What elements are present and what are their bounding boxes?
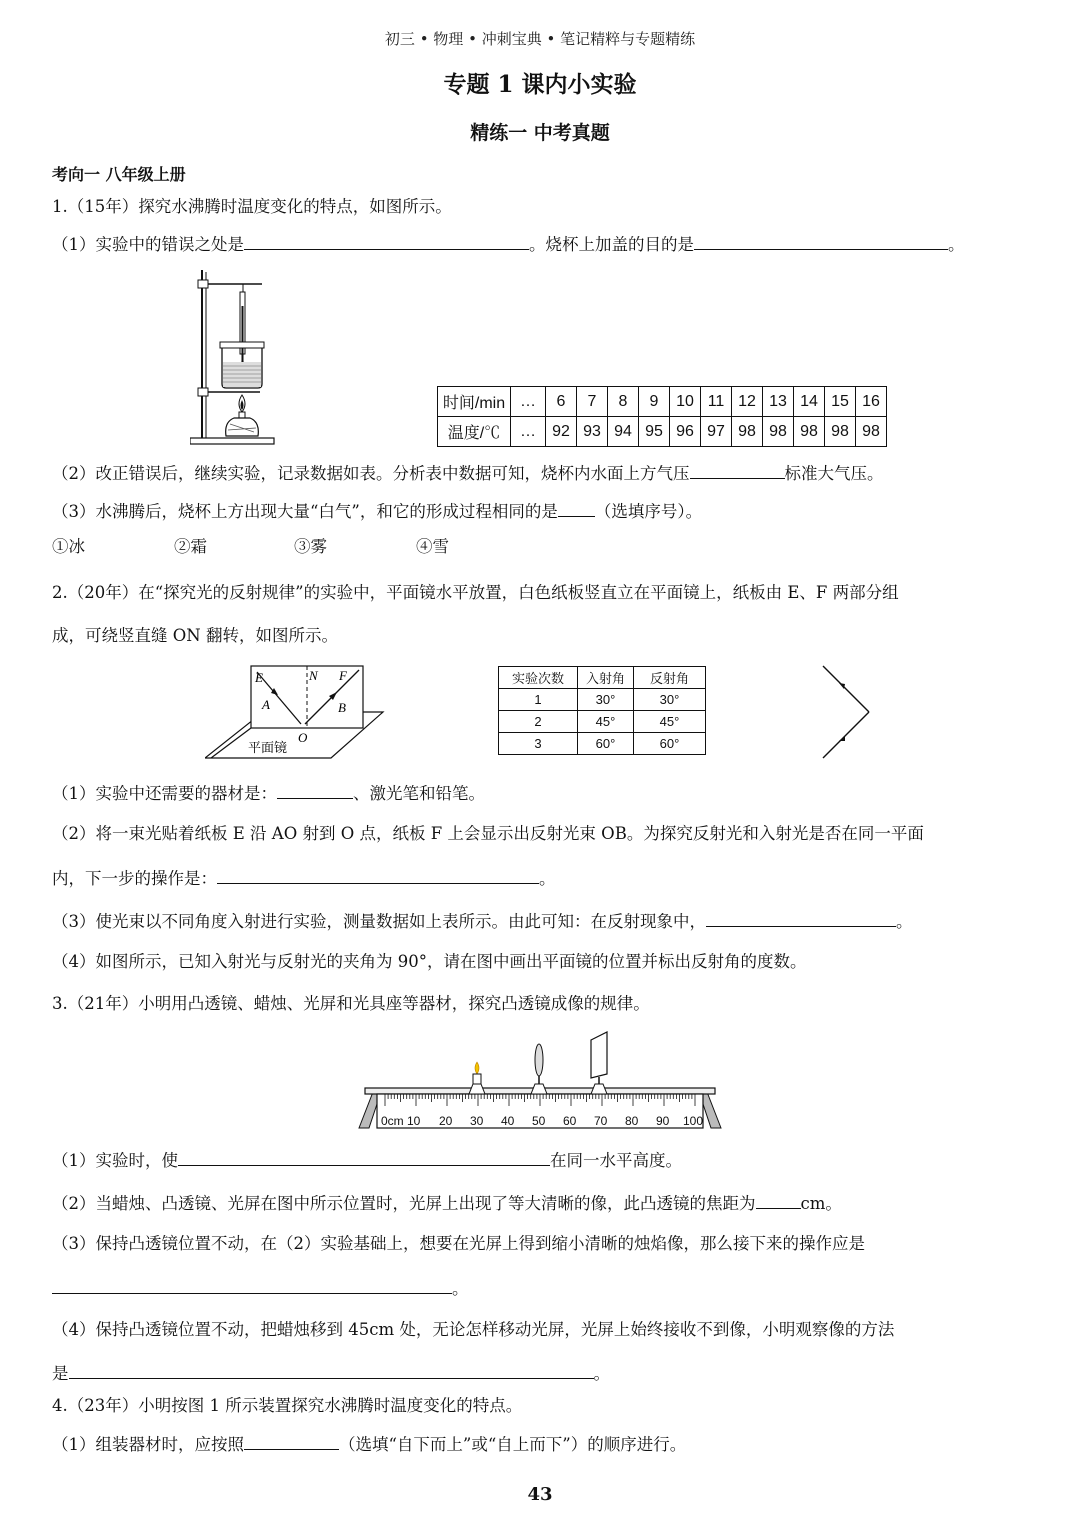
label-f: F	[339, 668, 347, 683]
reflection-figure	[205, 662, 385, 762]
q1-part2-text-b: 标准大气压。	[784, 464, 884, 483]
table-cell: 30°	[634, 689, 706, 711]
label-n: N	[309, 668, 318, 683]
q3-part2	[52, 1192, 842, 1214]
answer-blank[interactable]	[706, 910, 896, 927]
answer-blank[interactable]	[756, 1192, 801, 1209]
table-cell: 14	[794, 387, 825, 417]
q2-part2-line2	[52, 867, 556, 889]
q1-part1-text-a: （1）实验中的错误之处是	[52, 235, 244, 254]
answer-blank[interactable]	[694, 233, 948, 250]
q1-data-table	[437, 386, 887, 447]
answer-blank[interactable]	[277, 782, 353, 799]
q4-stem: 4.（23年）小明按图 1 所示装置探究水沸腾时温度变化的特点。	[52, 1396, 523, 1415]
q1-part2-text-a: （2）改正错误后，继续实验，记录数据如表。分析表中数据可知，烧杯内水面上方气压	[52, 464, 690, 483]
table-header: 反射角	[634, 667, 706, 689]
table-row	[499, 689, 706, 711]
q1-stem: 1.（15年）探究水沸腾时温度变化的特点，如图所示。	[52, 197, 452, 216]
table-cell: 2	[499, 711, 578, 733]
ruler-unit-label: 0cm	[381, 1114, 404, 1128]
q1-options	[52, 537, 449, 557]
label-o: O	[298, 730, 308, 745]
table-cell: 6	[546, 387, 577, 417]
ray-angle-figure	[815, 662, 875, 762]
q1-part1-text-c: 。	[948, 235, 965, 254]
table-cell: 60°	[578, 733, 634, 755]
q2-part1-text-a: （1）实验中还需要的器材是：	[52, 784, 277, 803]
answer-blank[interactable]	[690, 462, 785, 479]
candle	[469, 1062, 485, 1094]
answer-blank[interactable]	[52, 1277, 452, 1294]
convex-lens	[531, 1044, 547, 1094]
table-row	[438, 387, 887, 417]
light-screen	[591, 1032, 607, 1094]
table-cell: 3	[499, 733, 578, 755]
q2-part1	[52, 782, 485, 804]
q4-part1-text-a: （1）组装器材时，应按照	[52, 1435, 244, 1454]
table-cell: 45°	[578, 711, 634, 733]
q3-part3-end: 。	[452, 1279, 469, 1298]
q3-part4-line2	[52, 1362, 610, 1384]
q1-part1-text-b: 。烧杯上加盖的目的是	[529, 235, 694, 254]
q3-part1-text-b: 在同一水平高度。	[550, 1151, 682, 1170]
table-cell: 1	[499, 689, 578, 711]
q2-data-table	[498, 666, 706, 755]
page-title: 专题 1 课内小实验	[443, 71, 637, 98]
table-cell: 30°	[578, 689, 634, 711]
answer-blank[interactable]	[244, 1433, 339, 1450]
ruler-tick-label: 70	[594, 1114, 608, 1128]
answer-blank[interactable]	[244, 233, 529, 250]
option-item[interactable]: ②霜	[174, 537, 207, 556]
q2-part3-text-b: 。	[896, 912, 913, 931]
table-cell: …	[511, 417, 546, 447]
answer-blank[interactable]	[178, 1149, 550, 1166]
label-b: B	[338, 700, 346, 715]
table-cell: 97	[701, 417, 732, 447]
q3-part1	[52, 1149, 682, 1171]
label-a: A	[262, 697, 270, 712]
table-cell: 13	[763, 387, 794, 417]
answer-blank[interactable]	[558, 500, 595, 517]
table-row	[499, 711, 706, 733]
q3-part2-text-a: （2）当蜡烛、凸透镜、光屏在图中所示位置时，光屏上出现了等大清晰的像，此凸透镜的焦距为	[52, 1194, 756, 1213]
q3-stem: 3.（21年）小明用凸透镜、蜡烛、光屏和光具座等器材，探究凸透镜成像的规律。	[52, 994, 650, 1013]
q2-part3-text-a: （3）使光束以不同角度入射进行实验，测量数据如上表所示。由此可知：在反射现象中，	[52, 912, 706, 931]
table-cell: 96	[670, 417, 701, 447]
table-cell: 12	[732, 387, 763, 417]
table-cell: 10	[670, 387, 701, 417]
table-cell: 45°	[634, 711, 706, 733]
q2-part2-text-c: 。	[539, 869, 556, 888]
q3-part2-text-b: cm。	[800, 1194, 842, 1213]
q2-stem-line1: 2.（20年）在“探究光的反射规律”的实验中，平面镜水平放置，白色纸板竖直立在平面镜上，纸板由 E、F 两部分组	[52, 583, 899, 602]
ruler-tick-label: 10	[407, 1114, 421, 1128]
label-mirror: 平面镜	[248, 740, 288, 755]
q3-part3: （3）保持凸透镜位置不动，在（2）实验基础上，想要在光屏上得到缩小清晰的烛焰像，那么接下来的操作应是	[52, 1234, 865, 1253]
ruler-tick-label: 30	[470, 1114, 484, 1128]
q3-part3-answer	[52, 1277, 469, 1299]
q2-part2-line1: （2）将一束光贴着纸板 E 沿 AO 射到 O 点，纸板 F 上会显示出反射光束 OB。为探究反射光和入射光是否在同一平面	[52, 824, 924, 843]
ruler-tick-label: 80	[625, 1114, 639, 1128]
running-header: 初三 • 物理 • 冲刺宝典 • 笔记精粹与专题精练	[384, 30, 696, 48]
ruler-tick-label: 90	[656, 1114, 670, 1128]
q3-part4-text-b: 是	[52, 1364, 69, 1383]
option-item[interactable]: ①冰	[52, 537, 85, 556]
table-header-row	[499, 667, 706, 689]
q2-part2-text-b: 内，下一步的操作是：	[52, 869, 217, 888]
table-row	[438, 417, 887, 447]
table-cell: 98	[825, 417, 856, 447]
q3-part1-text-a: （1）实验时，使	[52, 1151, 178, 1170]
table-header: 实验次数	[499, 667, 578, 689]
table-cell: 94	[608, 417, 639, 447]
option-item[interactable]: ④雪	[416, 537, 449, 556]
q2-part4: （4）如图所示，已知入射光与反射光的夹角为 90°，请在图中画出平面镜的位置并标出反射角的度数。	[52, 952, 807, 971]
q4-part1	[52, 1433, 686, 1455]
answer-blank[interactable]	[217, 867, 539, 884]
q4-part1-text-b: （选填“自下而上”或“自上而下”）的顺序进行。	[339, 1435, 687, 1454]
table-cell: 98	[732, 417, 763, 447]
q1-part3-text-a: （3）水沸腾后，烧杯上方出现大量“白气”，和它的形成过程相同的是	[52, 502, 558, 521]
q2-stem-line2: 成，可绕竖直缝 ON 翻转，如图所示。	[52, 626, 338, 645]
ruler-tick-label: 100	[683, 1114, 704, 1128]
table-cell: 95	[639, 417, 670, 447]
table-cell: 7	[577, 387, 608, 417]
label-e: E	[255, 670, 263, 685]
table-cell: 98	[794, 417, 825, 447]
q2-part3	[52, 910, 913, 932]
page-subtitle: 精练一 中考真题	[470, 122, 610, 144]
option-item[interactable]: ③雾	[294, 537, 327, 556]
table-cell: 92	[546, 417, 577, 447]
q2-part1-text-b: 、激光笔和铅笔。	[353, 784, 485, 803]
table-row-label: 温度/℃	[438, 417, 511, 447]
section-heading: 考向一 八年级上册	[52, 165, 186, 184]
table-cell: 98	[856, 417, 887, 447]
table-cell: 11	[701, 387, 732, 417]
q1-part3-text-b: （选填序号）。	[594, 502, 703, 521]
table-cell: 98	[763, 417, 794, 447]
ruler-tick-label: 50	[532, 1114, 546, 1128]
q1-part2	[52, 462, 884, 484]
table-cell: 9	[639, 387, 670, 417]
ruler-tick-label: 20	[439, 1114, 453, 1128]
q3-part4-line1: （4）保持凸透镜位置不动，把蜡烛移到 45cm 处，无论怎样移动光屏，光屏上始终接收不到像，小明观察像的方法	[52, 1320, 895, 1339]
q1-part3	[52, 500, 702, 522]
ruler-tick-label: 60	[563, 1114, 577, 1128]
answer-blank[interactable]	[69, 1362, 594, 1379]
page-number: 43	[527, 1484, 553, 1505]
table-header: 入射角	[578, 667, 634, 689]
boiling-apparatus-figure	[190, 266, 280, 446]
optical-bench-figure	[355, 1030, 725, 1132]
table-row	[499, 733, 706, 755]
table-cell: 8	[608, 387, 639, 417]
table-cell: …	[511, 387, 546, 417]
q3-part4-text-c: 。	[593, 1364, 610, 1383]
q1-part1	[52, 233, 965, 255]
table-cell: 16	[856, 387, 887, 417]
table-cell: 93	[577, 417, 608, 447]
table-cell: 15	[825, 387, 856, 417]
table-row-label: 时间/min	[438, 387, 511, 417]
ruler-tick-label: 40	[501, 1114, 515, 1128]
table-cell: 60°	[634, 733, 706, 755]
